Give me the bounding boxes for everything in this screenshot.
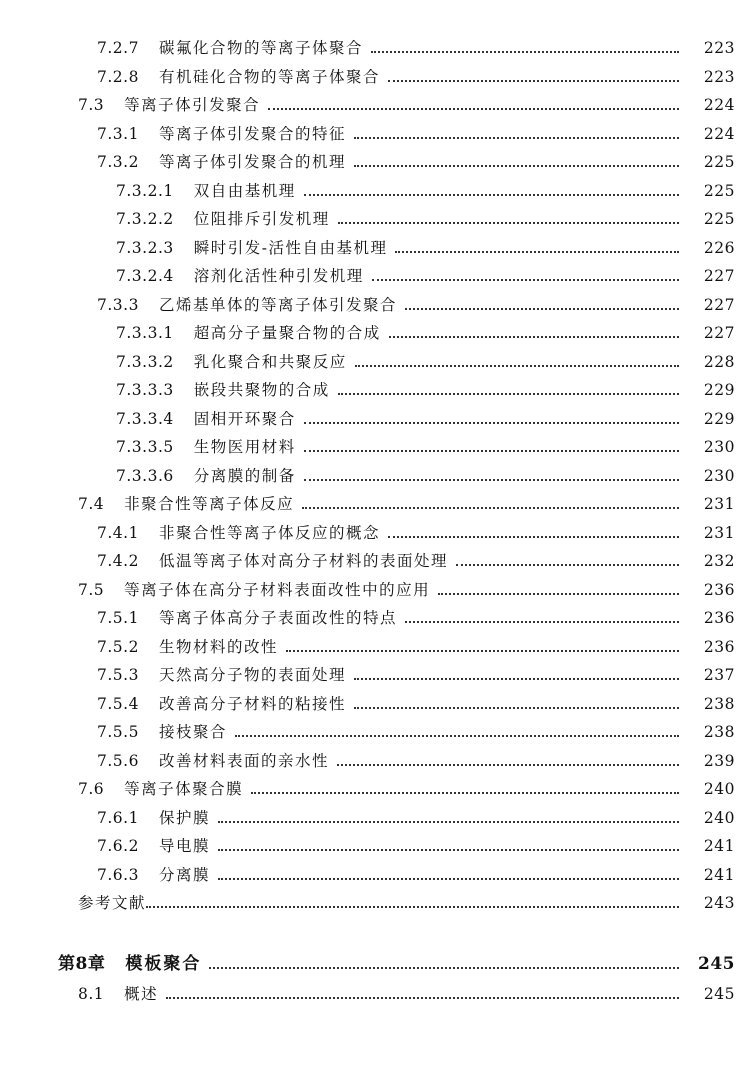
toc-title: 乙烯基单体的等离子体引发聚合 — [158, 296, 397, 314]
toc-page: 225 — [703, 182, 735, 200]
toc-page: 236 — [703, 581, 735, 599]
toc-entry[interactable] — [0, 289, 735, 315]
toc-title: 等离子体引发聚合 — [124, 96, 261, 114]
toc-title: 天然高分子物的表面处理 — [158, 666, 346, 684]
toc-page: 239 — [703, 752, 735, 770]
toc-entry[interactable] — [0, 89, 735, 115]
toc-number: 7.3.2.2 — [116, 210, 174, 228]
dot-leader — [438, 593, 679, 595]
toc-number: 8.1 — [78, 985, 105, 1003]
dot-leader — [355, 365, 679, 367]
toc-page: 230 — [703, 467, 735, 485]
dot-leader — [372, 279, 679, 281]
toc-title: 模板聚合 — [125, 954, 202, 974]
dot-leader — [354, 165, 679, 167]
toc-page: 240 — [703, 780, 735, 798]
toc-number: 7.3.2 — [97, 153, 139, 171]
dot-leader — [337, 764, 679, 766]
toc-number: 7.2.8 — [97, 68, 139, 86]
toc-page: 243 — [703, 894, 735, 912]
toc-number: 7.5.3 — [97, 666, 139, 684]
toc-title: 生物材料的改性 — [158, 638, 278, 656]
toc-page: 238 — [703, 723, 735, 741]
toc-title: 碳氟化合物的等离子体聚合 — [158, 39, 363, 57]
toc-entry[interactable] — [0, 118, 735, 144]
toc-title: 改善高分子材料的粘接性 — [158, 695, 346, 713]
toc-title: 改善材料表面的亲水性 — [158, 752, 329, 770]
dot-leader — [166, 997, 679, 999]
toc-page: 224 — [703, 125, 735, 143]
toc-page: 241 — [703, 866, 735, 884]
toc-title: 双自由基机理 — [193, 182, 296, 200]
toc-page: 236 — [703, 638, 735, 656]
dot-leader — [302, 507, 679, 509]
dot-leader — [235, 735, 679, 737]
toc-entry[interactable] — [0, 830, 735, 856]
dot-leader — [286, 650, 679, 652]
toc-page: 223 — [703, 39, 735, 57]
dot-leader — [395, 251, 679, 253]
toc-entry[interactable] — [0, 688, 735, 714]
toc-title: 非聚合性等离子体反应 — [124, 495, 295, 513]
toc-title: 生物医用材料 — [193, 438, 296, 456]
toc-page: 227 — [703, 296, 735, 314]
toc-page: 225 — [703, 153, 735, 171]
dot-leader — [456, 564, 679, 566]
toc-page: 224 — [703, 96, 735, 114]
toc-page: 231 — [703, 495, 735, 513]
toc-entry[interactable] — [0, 146, 735, 172]
toc-title: 参考文献 — [78, 894, 147, 912]
toc-page: 229 — [703, 410, 735, 428]
toc-title: 嵌段共聚物的合成 — [193, 381, 330, 399]
toc-entry[interactable] — [0, 374, 735, 400]
toc-number: 7.3.2.3 — [116, 239, 174, 257]
toc-number: 7.4.2 — [97, 552, 139, 570]
dot-leader — [268, 108, 679, 110]
toc-number: 7.4 — [78, 495, 105, 513]
toc-entry[interactable] — [0, 978, 735, 1004]
toc-title: 等离子体引发聚合的特征 — [158, 125, 346, 143]
toc-title: 有机硅化合物的等离子体聚合 — [158, 68, 380, 86]
toc-page: 230 — [703, 438, 735, 456]
toc-title: 等离子体在高分子材料表面改性中的应用 — [124, 581, 431, 599]
dot-leader — [218, 849, 679, 851]
toc-page: 238 — [703, 695, 735, 713]
toc-number: 7.3.3.2 — [116, 353, 174, 371]
toc-page: 227 — [703, 267, 735, 285]
dot-leader — [338, 222, 679, 224]
dot-leader — [304, 194, 679, 196]
toc-page: 232 — [703, 552, 735, 570]
toc-title: 等离子体聚合膜 — [124, 780, 244, 798]
toc-entry[interactable] — [0, 659, 735, 685]
dot-leader — [304, 450, 679, 452]
toc-number: 第8章 — [58, 954, 106, 974]
toc-number: 7.5.6 — [97, 752, 139, 770]
toc-number: 7.6.3 — [97, 866, 139, 884]
toc-number: 7.6.2 — [97, 837, 139, 855]
toc-entry[interactable] — [0, 488, 735, 514]
toc-number: 7.5.2 — [97, 638, 139, 656]
dot-leader — [209, 967, 679, 969]
toc-page: 236 — [703, 609, 735, 627]
toc-entry[interactable] — [0, 517, 735, 543]
toc-entry[interactable] — [0, 773, 735, 799]
toc-page: 245 — [703, 985, 735, 1003]
toc-number: 7.5.4 — [97, 695, 139, 713]
dot-leader — [338, 393, 679, 395]
dot-leader — [354, 707, 679, 709]
toc-entry[interactable] — [0, 745, 735, 771]
toc-title: 固相开环聚合 — [193, 410, 296, 428]
toc-number: 7.3.3.5 — [116, 438, 174, 456]
toc-number: 7.5.5 — [97, 723, 139, 741]
toc-number: 7.3.3 — [97, 296, 139, 314]
toc-page: 231 — [703, 524, 735, 542]
toc-page: 225 — [703, 210, 735, 228]
toc-number: 7.3 — [78, 96, 105, 114]
dot-leader — [251, 792, 679, 794]
toc-number: 7.2.7 — [97, 39, 139, 57]
toc-page: 241 — [703, 837, 735, 855]
toc-entry[interactable] — [0, 260, 735, 286]
toc-number: 7.5 — [78, 581, 105, 599]
toc-title: 位阻排斥引发机理 — [193, 210, 330, 228]
toc-chapter-entry[interactable] — [0, 948, 735, 974]
dot-leader — [405, 308, 679, 310]
dot-leader — [389, 336, 679, 338]
toc-number: 7.3.2.1 — [116, 182, 174, 200]
toc-title: 等离子体高分子表面改性的特点 — [158, 609, 397, 627]
dot-leader — [146, 906, 679, 908]
toc-number: 7.3.3.1 — [116, 324, 174, 342]
dot-leader — [354, 678, 679, 680]
toc-page: 229 — [703, 381, 735, 399]
dot-leader — [371, 51, 679, 53]
toc-page: 228 — [703, 353, 735, 371]
toc-title: 等离子体引发聚合的机理 — [158, 153, 346, 171]
toc-entry[interactable] — [0, 574, 735, 600]
toc-page: 227 — [703, 324, 735, 342]
dot-leader — [388, 536, 679, 538]
toc-title: 分离膜的制备 — [193, 467, 296, 485]
dot-leader — [304, 422, 679, 424]
toc-title: 瞬时引发-活性自由基机理 — [193, 239, 388, 257]
toc-entry[interactable] — [0, 802, 735, 828]
dot-leader — [218, 878, 679, 880]
dot-leader — [354, 137, 679, 139]
toc-entry[interactable] — [0, 317, 735, 343]
toc-entry[interactable] — [0, 232, 735, 258]
toc-entry[interactable] — [0, 203, 735, 229]
toc-page: 245 — [698, 954, 735, 974]
toc-number: 7.5.1 — [97, 609, 139, 627]
toc-title: 保护膜 — [158, 809, 210, 827]
dot-leader — [405, 621, 679, 623]
toc-number: 7.6.1 — [97, 809, 139, 827]
toc-page: 226 — [703, 239, 735, 257]
toc-title: 乳化聚合和共聚反应 — [193, 353, 347, 371]
toc-title: 导电膜 — [158, 837, 210, 855]
toc-title: 分离膜 — [158, 866, 210, 884]
toc-entry[interactable] — [0, 887, 735, 913]
toc-entry[interactable] — [0, 631, 735, 657]
toc-title: 概述 — [124, 985, 159, 1003]
toc-entry[interactable] — [0, 602, 735, 628]
toc-number: 7.4.1 — [97, 524, 139, 542]
toc-title: 超高分子量聚合物的合成 — [193, 324, 381, 342]
dot-leader — [218, 821, 679, 823]
toc-title: 溶剂化活性种引发机理 — [193, 267, 364, 285]
toc-entry[interactable] — [0, 716, 735, 742]
toc-entry[interactable] — [0, 61, 735, 87]
toc-entry[interactable] — [0, 175, 735, 201]
toc-page: 223 — [703, 68, 735, 86]
toc-title: 接枝聚合 — [158, 723, 227, 741]
toc-number: 7.3.3.6 — [116, 467, 174, 485]
toc-title: 低温等离子体对高分子材料的表面处理 — [158, 552, 448, 570]
dot-leader — [304, 479, 679, 481]
toc-entry[interactable] — [0, 460, 735, 486]
toc-page: 237 — [703, 666, 735, 684]
toc-number: 7.3.3.4 — [116, 410, 174, 428]
toc-entry[interactable] — [0, 431, 735, 457]
toc-entry[interactable] — [0, 346, 735, 372]
toc-number: 7.3.1 — [97, 125, 139, 143]
toc-number: 7.3.2.4 — [116, 267, 174, 285]
toc-entry[interactable] — [0, 859, 735, 885]
toc-number: 7.6 — [78, 780, 105, 798]
toc-entry[interactable] — [0, 32, 735, 58]
toc-number: 7.3.3.3 — [116, 381, 174, 399]
dot-leader — [388, 80, 679, 82]
toc-entry[interactable] — [0, 403, 735, 429]
toc-page: 240 — [703, 809, 735, 827]
toc-entry[interactable] — [0, 545, 735, 571]
toc-title: 非聚合性等离子体反应的概念 — [158, 524, 380, 542]
